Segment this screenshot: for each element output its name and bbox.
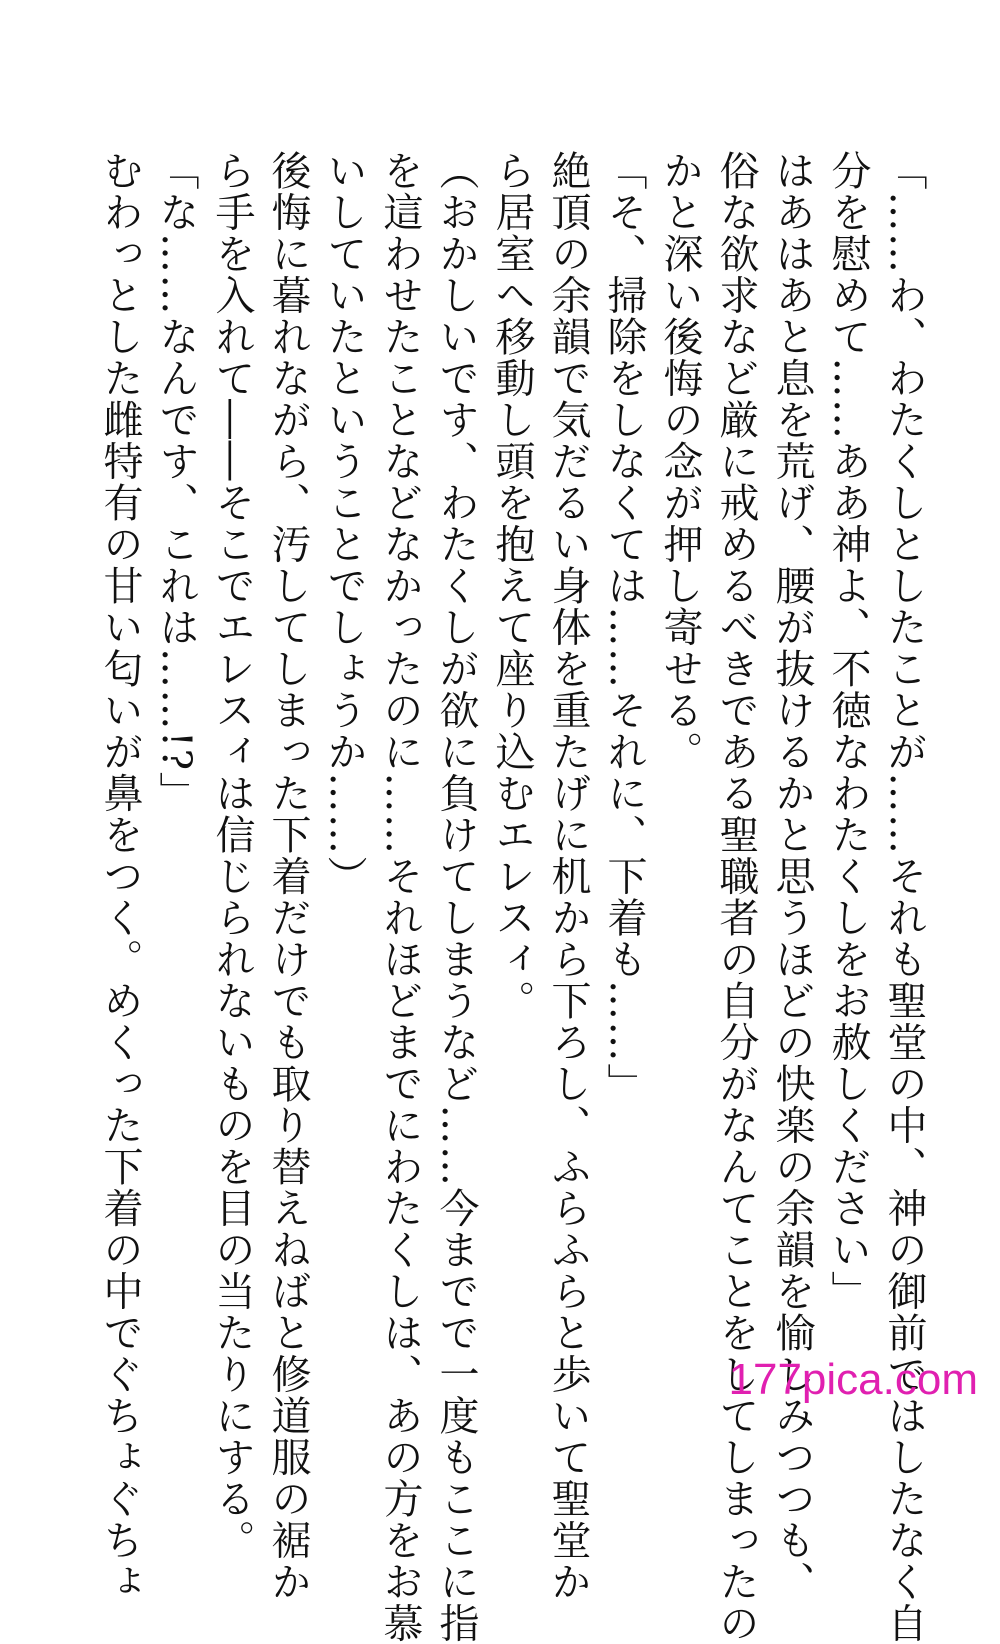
watermark: 177pica.com bbox=[728, 1355, 978, 1404]
text-line: 後悔に暮れながら、汚してしまった下着だけでも取り替えねばと修道服の裾か bbox=[265, 150, 311, 1603]
text-line: ら居室へ移動し頭を抱えて座り込むエレスィ。 bbox=[489, 150, 535, 1022]
text-line: 分を慰めて……ああ神よ、不徳なわたくしをお赦しください」 bbox=[825, 150, 871, 1312]
text-line: ら手を入れて――そこでエレスィは信じられないものを目の当たりにする。 bbox=[209, 150, 255, 1561]
text-line: （おかしいです、わたくしが欲に負けてしまうなど……今までで一度もここに指 bbox=[433, 150, 479, 1644]
text-line: 「な……なんです、これは……!?」 bbox=[153, 150, 199, 814]
text-line: むわっとした雌特有の甘い匂いが鼻をつく。めくった下着の中でぐちょぐちょ bbox=[97, 150, 143, 1603]
text-line: 俗な欲求など厳に戒めるべきである聖職者の自分がなんてことをしてしまったの bbox=[713, 150, 759, 1644]
text-line: を這わせたことなどなかったのに……それほどまでにわたくしは、あの方をお慕 bbox=[377, 150, 423, 1644]
text-line: はあはあと息を荒げ、腰が抜けるかと思うほどの快楽の余韻を愉しみつつも、 bbox=[769, 150, 815, 1603]
text-line: 「……わ、わたくしとしたことが……それも聖堂の中、神の御前ではしたなく自 bbox=[881, 150, 927, 1644]
text-line: 絶頂の余韻で気だるい身体を重たげに机から下ろし、ふらふらと歩いて聖堂か bbox=[545, 150, 591, 1603]
text-line: かと深い後悔の念が押し寄せる。 bbox=[657, 150, 703, 773]
text-line: 「そ、掃除をしなくては……それに、下着も……」 bbox=[601, 150, 647, 1105]
text-line: いしていたということでしょうか……） bbox=[321, 150, 367, 897]
